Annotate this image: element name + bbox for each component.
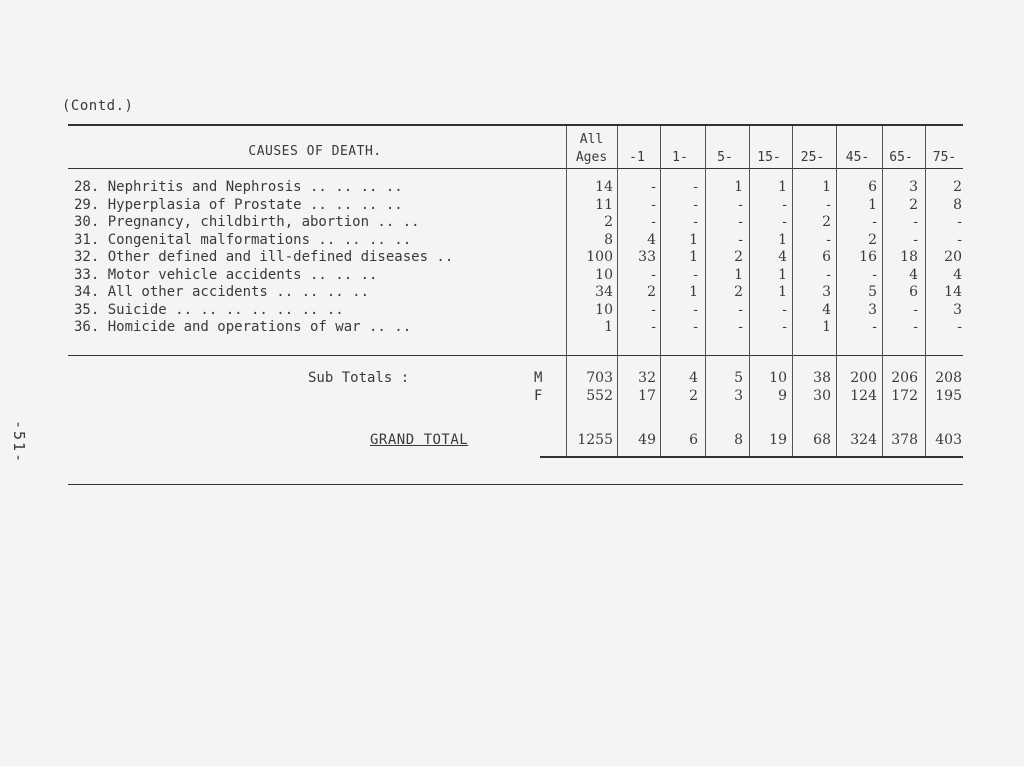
- sex-label-m: M: [534, 370, 543, 386]
- table-cell: 33: [638, 249, 656, 265]
- cause-label: 35. Suicide .. .. .. .. .. .. ..: [74, 301, 344, 318]
- age-group-header: 25-: [800, 150, 825, 165]
- table-cell: -: [957, 231, 962, 248]
- table-cell: -: [693, 301, 698, 318]
- cause-label: 29. Hyperplasia of Prostate .. .. .. ..: [74, 196, 403, 213]
- table-cell: -: [738, 319, 743, 335]
- grand-total-cell: 403: [935, 432, 962, 448]
- table-cell: 1: [734, 179, 743, 195]
- grand-total-cell: 1255: [577, 432, 613, 448]
- table-cell: 100: [586, 249, 613, 265]
- table-cell: -: [738, 231, 743, 248]
- table-cell: 3: [868, 301, 877, 318]
- table-cell: 2: [868, 231, 877, 248]
- age-group-header: 15-: [757, 150, 781, 165]
- table-cell: -: [872, 319, 877, 335]
- age-group-header: 75-: [932, 150, 957, 165]
- table-cell: 1: [734, 266, 743, 283]
- table-cell: 11: [595, 196, 613, 213]
- table-cell: 5: [868, 284, 877, 300]
- table-cell: -: [738, 214, 743, 230]
- table-cell: 14: [595, 179, 613, 195]
- page-number: -51-: [10, 420, 28, 465]
- table-cell: 18: [900, 249, 918, 265]
- table-cell: 14: [944, 284, 962, 300]
- table-cell: -: [651, 301, 656, 318]
- subtotal-m-cell: 32: [638, 370, 656, 386]
- table-cell: -: [913, 214, 918, 230]
- sex-label-f: F: [534, 388, 543, 404]
- subtotal-f-cell: 17: [638, 388, 656, 404]
- table-cell: 1: [689, 231, 698, 248]
- table-cell: -: [651, 319, 656, 335]
- cause-label: 31. Congenital malformations .. .. .. ..: [74, 231, 412, 248]
- subtotal-m-cell: 208: [935, 370, 962, 386]
- subtotal-m-cell: 38: [813, 370, 831, 386]
- subtotal-f-cell: 195: [935, 388, 962, 404]
- table-cell: 1: [778, 266, 787, 283]
- cause-label: 33. Motor vehicle accidents .. .. ..: [74, 266, 378, 283]
- age-group-header: 65-: [889, 150, 913, 165]
- age-group-header: 1-: [672, 150, 688, 165]
- table-cell: -: [826, 266, 831, 283]
- subtotal-f-cell: 3: [734, 388, 743, 404]
- table-cell: -: [957, 214, 962, 230]
- header-rule: [68, 168, 963, 169]
- cause-label: 32. Other defined and ill-defined diseases ..: [74, 249, 454, 265]
- table-cell: -: [782, 319, 787, 335]
- table-cell: 1: [822, 319, 831, 335]
- table-bottom-rule: [68, 484, 963, 485]
- table-cell: 2: [647, 284, 656, 300]
- cause-label: 34. All other accidents .. .. .. ..: [74, 284, 370, 300]
- subtotals-label: Sub Totals :: [308, 370, 410, 386]
- table-cell: -: [651, 266, 656, 283]
- table-cell: -: [913, 231, 918, 248]
- table-cell: -: [957, 319, 962, 335]
- table-cell: -: [693, 266, 698, 283]
- table-top-rule: [68, 124, 963, 126]
- table-cell: 8: [604, 231, 613, 248]
- subtotal-m-cell: 200: [850, 370, 877, 386]
- table-cell: -: [651, 214, 656, 230]
- grand-total-cell: 6: [689, 432, 698, 448]
- subtotal-m-cell: 206: [891, 370, 918, 386]
- age-group-header: 45-: [845, 150, 870, 165]
- table-cell: -: [693, 319, 698, 335]
- grand-total-cell: 378: [891, 432, 918, 448]
- table-cell: 3: [909, 179, 918, 195]
- subtotal-f-cell: 30: [813, 388, 831, 404]
- table-cell: 2: [909, 196, 918, 213]
- contd-label: (Contd.): [62, 98, 134, 114]
- table-cell: 3: [953, 301, 962, 318]
- cause-label: 36. Homicide and operations of war .. ..: [74, 319, 412, 335]
- grand-total-cell: 8: [734, 432, 743, 448]
- table-cell: 34: [595, 284, 613, 300]
- table-cell: 4: [909, 266, 918, 283]
- table-cell: 2: [604, 214, 613, 230]
- cause-label: 30. Pregnancy, childbirth, abortion .. ..: [74, 214, 420, 230]
- table-cell: -: [872, 214, 877, 230]
- table-cell: 1: [689, 249, 698, 265]
- subtotal-m-cell: 703: [586, 370, 613, 386]
- table-cell: -: [738, 196, 743, 213]
- table-cell: 2: [953, 179, 962, 195]
- all-ages-header-line1: All: [579, 132, 604, 147]
- table-cell: -: [913, 301, 918, 318]
- table-cell: 1: [822, 179, 831, 195]
- table-cell: 4: [647, 231, 656, 248]
- table-cell: 8: [953, 196, 962, 213]
- table-cell: 6: [822, 249, 831, 265]
- subtotal-f-cell: 124: [850, 388, 877, 404]
- age-group-header: -1: [629, 150, 645, 165]
- table-cell: 20: [944, 249, 962, 265]
- table-cell: 1: [604, 319, 613, 335]
- table-cell: 1: [778, 231, 787, 248]
- subtotal-m-cell: 10: [769, 370, 787, 386]
- grand-total-rule: [540, 456, 963, 458]
- table-cell: 4: [822, 301, 831, 318]
- table-cell: 6: [909, 284, 918, 300]
- table-cell: 6: [868, 179, 877, 195]
- grand-total-cell: 324: [850, 432, 877, 448]
- table-cell: -: [782, 301, 787, 318]
- table-cell: 10: [595, 301, 613, 318]
- subtotal-f-cell: 2: [689, 388, 698, 404]
- grand-total-cell: 68: [813, 432, 831, 448]
- table-cell: -: [651, 179, 656, 195]
- table-cell: 3: [822, 284, 831, 300]
- subtotal-f-cell: 552: [586, 388, 613, 404]
- subtotal-m-cell: 5: [734, 370, 743, 386]
- grand-total-cell: 19: [769, 432, 787, 448]
- table-cell: 16: [859, 249, 877, 265]
- table-cell: -: [651, 196, 656, 213]
- all-ages-header-line2: Ages: [575, 150, 608, 165]
- table-cell: 2: [734, 284, 743, 300]
- table-cell: -: [872, 266, 877, 283]
- table-cell: -: [913, 319, 918, 335]
- table-cell: -: [826, 196, 831, 213]
- causes-header: CAUSES OF DEATH.: [248, 144, 382, 159]
- subtotal-rule: [68, 355, 963, 356]
- table-cell: -: [738, 301, 743, 318]
- table-cell: 2: [822, 214, 831, 230]
- table-cell: 1: [689, 284, 698, 300]
- grand-total-cell: 49: [638, 432, 656, 448]
- subtotal-f-cell: 9: [778, 388, 787, 404]
- table-cell: 2: [734, 249, 743, 265]
- table-cell: -: [693, 179, 698, 195]
- table-cell: -: [782, 196, 787, 213]
- table-cell: 1: [778, 179, 787, 195]
- table-cell: -: [826, 231, 831, 248]
- grand-total-label: GRAND TOTAL: [370, 432, 469, 448]
- subtotal-m-cell: 4: [689, 370, 698, 386]
- age-group-header: 5-: [717, 150, 733, 165]
- table-cell: 1: [868, 196, 877, 213]
- table-cell: -: [693, 214, 698, 230]
- subtotal-f-cell: 172: [891, 388, 918, 404]
- table-cell: 10: [595, 266, 613, 283]
- table-cell: -: [693, 196, 698, 213]
- table-cell: 4: [953, 266, 962, 283]
- table-cell: 4: [778, 249, 787, 265]
- cause-label: 28. Nephritis and Nephrosis .. .. .. ..: [74, 179, 403, 195]
- table-cell: 1: [778, 284, 787, 300]
- table-cell: -: [782, 214, 787, 230]
